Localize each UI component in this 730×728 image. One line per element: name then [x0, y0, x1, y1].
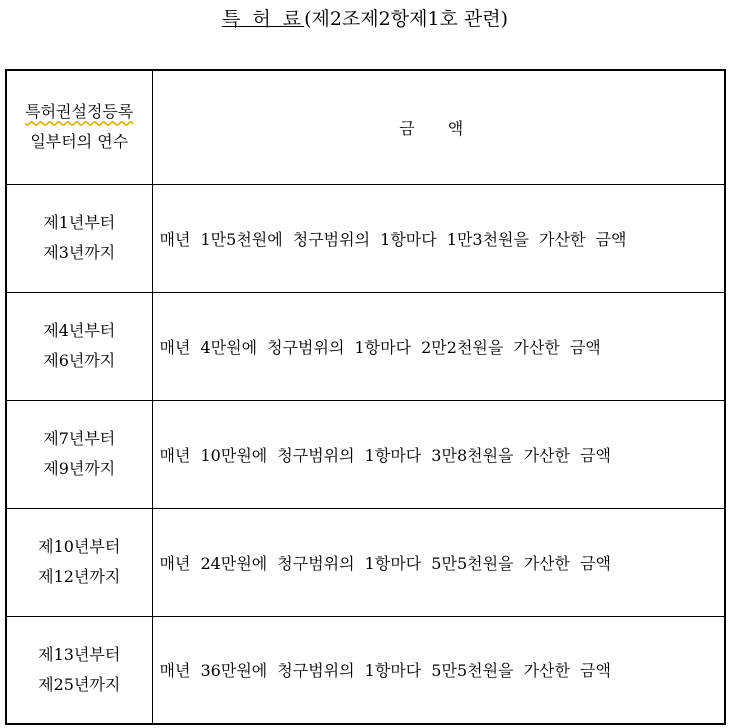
years-column-header [6, 70, 152, 184]
table-row [6, 292, 725, 400]
table-header-row [6, 70, 725, 184]
years-cell [6, 616, 152, 724]
years-end: 제12년까지 [38, 567, 121, 586]
title-subtitle: (제2조제2항제1호 관련) [304, 8, 509, 30]
years-cell [6, 184, 152, 292]
years-header-line2: 일부터의 연수 [30, 132, 129, 152]
amount-column-header: 금 액 [152, 70, 725, 184]
patent-fee-table [5, 69, 726, 725]
document-title [0, 4, 730, 31]
amount-cell: 매년 4만원에 청구범위의 1항마다 2만2천원을 가산한 금액 [152, 292, 725, 400]
years-start: 제13년부터 [38, 644, 121, 664]
years-end: 제3년까지 [43, 243, 116, 262]
amount-cell: 매년 36만원에 청구범위의 1항마다 5만5천원을 가산한 금액 [152, 616, 725, 724]
years-start: 제1년부터 [43, 213, 116, 232]
table-row [6, 184, 725, 292]
years-start: 제10년부터 [38, 537, 121, 556]
amount-cell: 매년 10만원에 청구범위의 1항마다 3만8천원을 가산한 금액 [152, 400, 725, 508]
years-cell [6, 400, 152, 508]
years-end: 제25년까지 [38, 674, 121, 694]
amount-cell: 매년 1만5천원에 청구범위의 1항마다 1만3천원을 가산한 금액 [152, 184, 725, 292]
table-row [6, 400, 725, 508]
years-start: 제4년부터 [43, 321, 116, 340]
years-end: 제9년까지 [43, 459, 116, 478]
table-row [6, 508, 725, 616]
title-main: 특 허 료 [221, 8, 305, 30]
years-header-line1: 특허권설정등록 [25, 102, 134, 122]
amount-cell: 매년 24만원에 청구범위의 1항마다 5만5천원을 가산한 금액 [152, 508, 725, 616]
years-start: 제7년부터 [43, 429, 116, 448]
years-end: 제6년까지 [43, 351, 116, 370]
years-cell [6, 292, 152, 400]
years-cell [6, 508, 152, 616]
table-row [6, 616, 725, 724]
